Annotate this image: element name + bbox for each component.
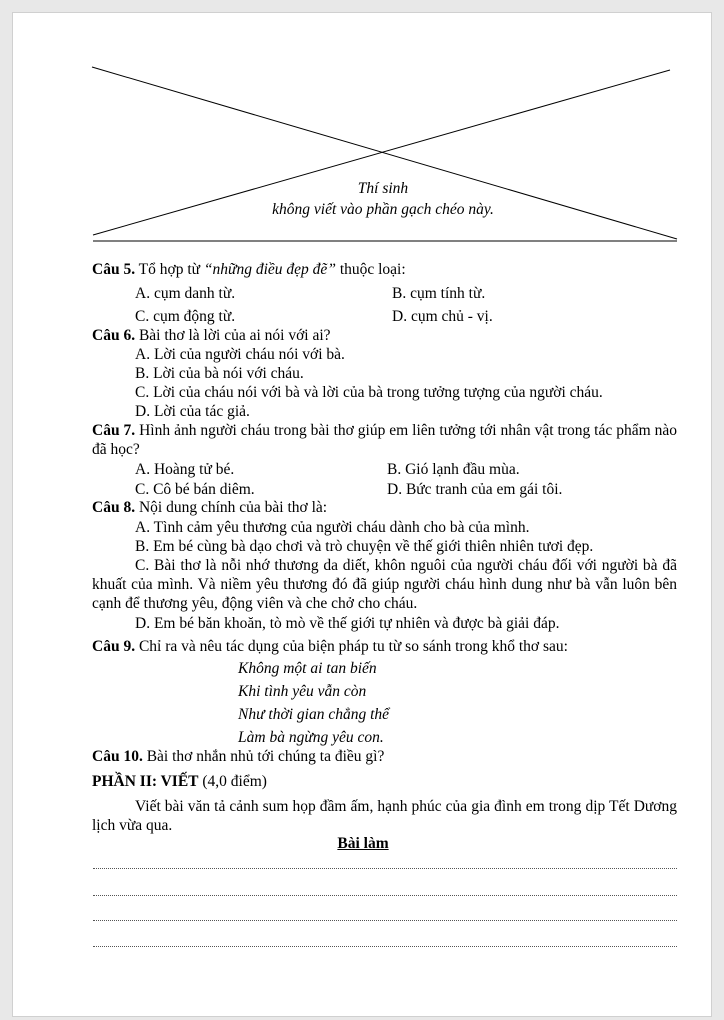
question-text: Tổ hợp từ <box>135 261 204 278</box>
option-b: B. Gió lạnh đầu mùa. <box>387 461 520 478</box>
poem-line-2: Khi tình yêu vẫn còn <box>238 683 367 700</box>
option-b: B. Em bé cùng bà dạo chơi và trò chuyện về thế giới thiên nhiên tươi đẹp. <box>135 538 594 555</box>
poem-line-1: Không một ai tan biến <box>238 660 377 677</box>
question-5 <box>92 260 406 279</box>
answer-line[interactable] <box>93 920 677 921</box>
question-quote: “những điều đẹp đẽ” <box>203 261 336 278</box>
option-d: D. cụm chủ - vị. <box>392 308 493 325</box>
poem-line-4: Làm bà ngừng yêu con. <box>238 729 384 746</box>
question-text: Nội dung chính của bài thơ là: <box>135 499 328 516</box>
question-label: Câu 6. <box>92 327 136 344</box>
question-label: Câu 5. <box>92 261 136 278</box>
answer-line[interactable] <box>93 895 677 896</box>
option-d: D. Em bé băn khoăn, tò mò về thế giới tự nhiên và được bà giải đáp. <box>135 615 560 632</box>
exam-page <box>12 12 712 1017</box>
part-2-title <box>92 772 267 791</box>
question-10 <box>92 747 384 766</box>
question-text: Chỉ ra và nêu tác dụng của biện pháp tu từ so sánh trong khổ thơ sau: <box>135 638 568 655</box>
poem-line-3: Như thời gian chẳng thể <box>238 706 390 723</box>
option-c: C. Bài thơ là nỗi nhớ thương da diết, khôn nguôi của người cháu đối với người bà đã khuất của mình. Và niềm yêu thương đó đã giúp người cháu hình dung như bà vẫn luôn bên cạnh để thương yêu, động viên và che chở cho cháu. <box>92 557 677 612</box>
caption-line-2: không viết vào phần gạch chéo này. <box>272 201 494 218</box>
option-a: A. Hoàng tử bé. <box>135 461 235 478</box>
section-title: PHẦN II: VIẾT <box>92 773 199 790</box>
question-label: Câu 10. <box>92 748 143 765</box>
answer-line[interactable] <box>93 946 677 947</box>
option-b: B. Lời của bà nói với cháu. <box>135 365 304 382</box>
option-d: D. Bức tranh của em gái tôi. <box>387 481 563 498</box>
option-c: C. cụm động từ. <box>135 308 236 325</box>
option-d: D. Lời của tác giả. <box>135 403 250 420</box>
option-c: C. Cô bé bán diêm. <box>135 481 255 498</box>
question-text: Hình ảnh người cháu trong bài thơ giúp em liên tưởng tới nhân vật trong tác phẩm nào đã học? <box>92 422 677 458</box>
writing-prompt: Viết bài văn tả cảnh sum họp đầm ấm, hạnh phúc của gia đình em trong dịp Tết Dương lịch vừa qua. <box>92 798 677 834</box>
option-a: A. Tình cảm yêu thương của người cháu dành cho bà của mình. <box>135 519 530 536</box>
question-text: Bài thơ là lời của ai nói với ai? <box>135 327 331 344</box>
question-8 <box>92 498 327 517</box>
question-9 <box>92 637 568 656</box>
caption-line-1: Thí sinh <box>357 180 409 197</box>
question-6 <box>92 326 331 345</box>
option-b: B. cụm tính từ. <box>392 285 486 302</box>
option-c: C. Lời của cháu nói với bà và lời của bà trong tưởng tượng của người cháu. <box>135 384 603 401</box>
question-text: Bài thơ nhắn nhủ tới chúng ta điều gì? <box>142 748 385 765</box>
question-text: thuộc loại: <box>335 261 406 278</box>
question-label: Câu 8. <box>92 499 136 516</box>
section-points: (4,0 điểm) <box>198 773 267 790</box>
question-7 <box>92 421 677 459</box>
option-a: A. cụm danh từ. <box>135 285 236 302</box>
question-label: Câu 9. <box>92 638 136 655</box>
answer-heading: Bài làm <box>337 835 389 852</box>
question-label: Câu 7. <box>92 422 136 439</box>
option-a: A. Lời của người cháu nói với bà. <box>135 346 345 363</box>
answer-line[interactable] <box>93 868 677 869</box>
